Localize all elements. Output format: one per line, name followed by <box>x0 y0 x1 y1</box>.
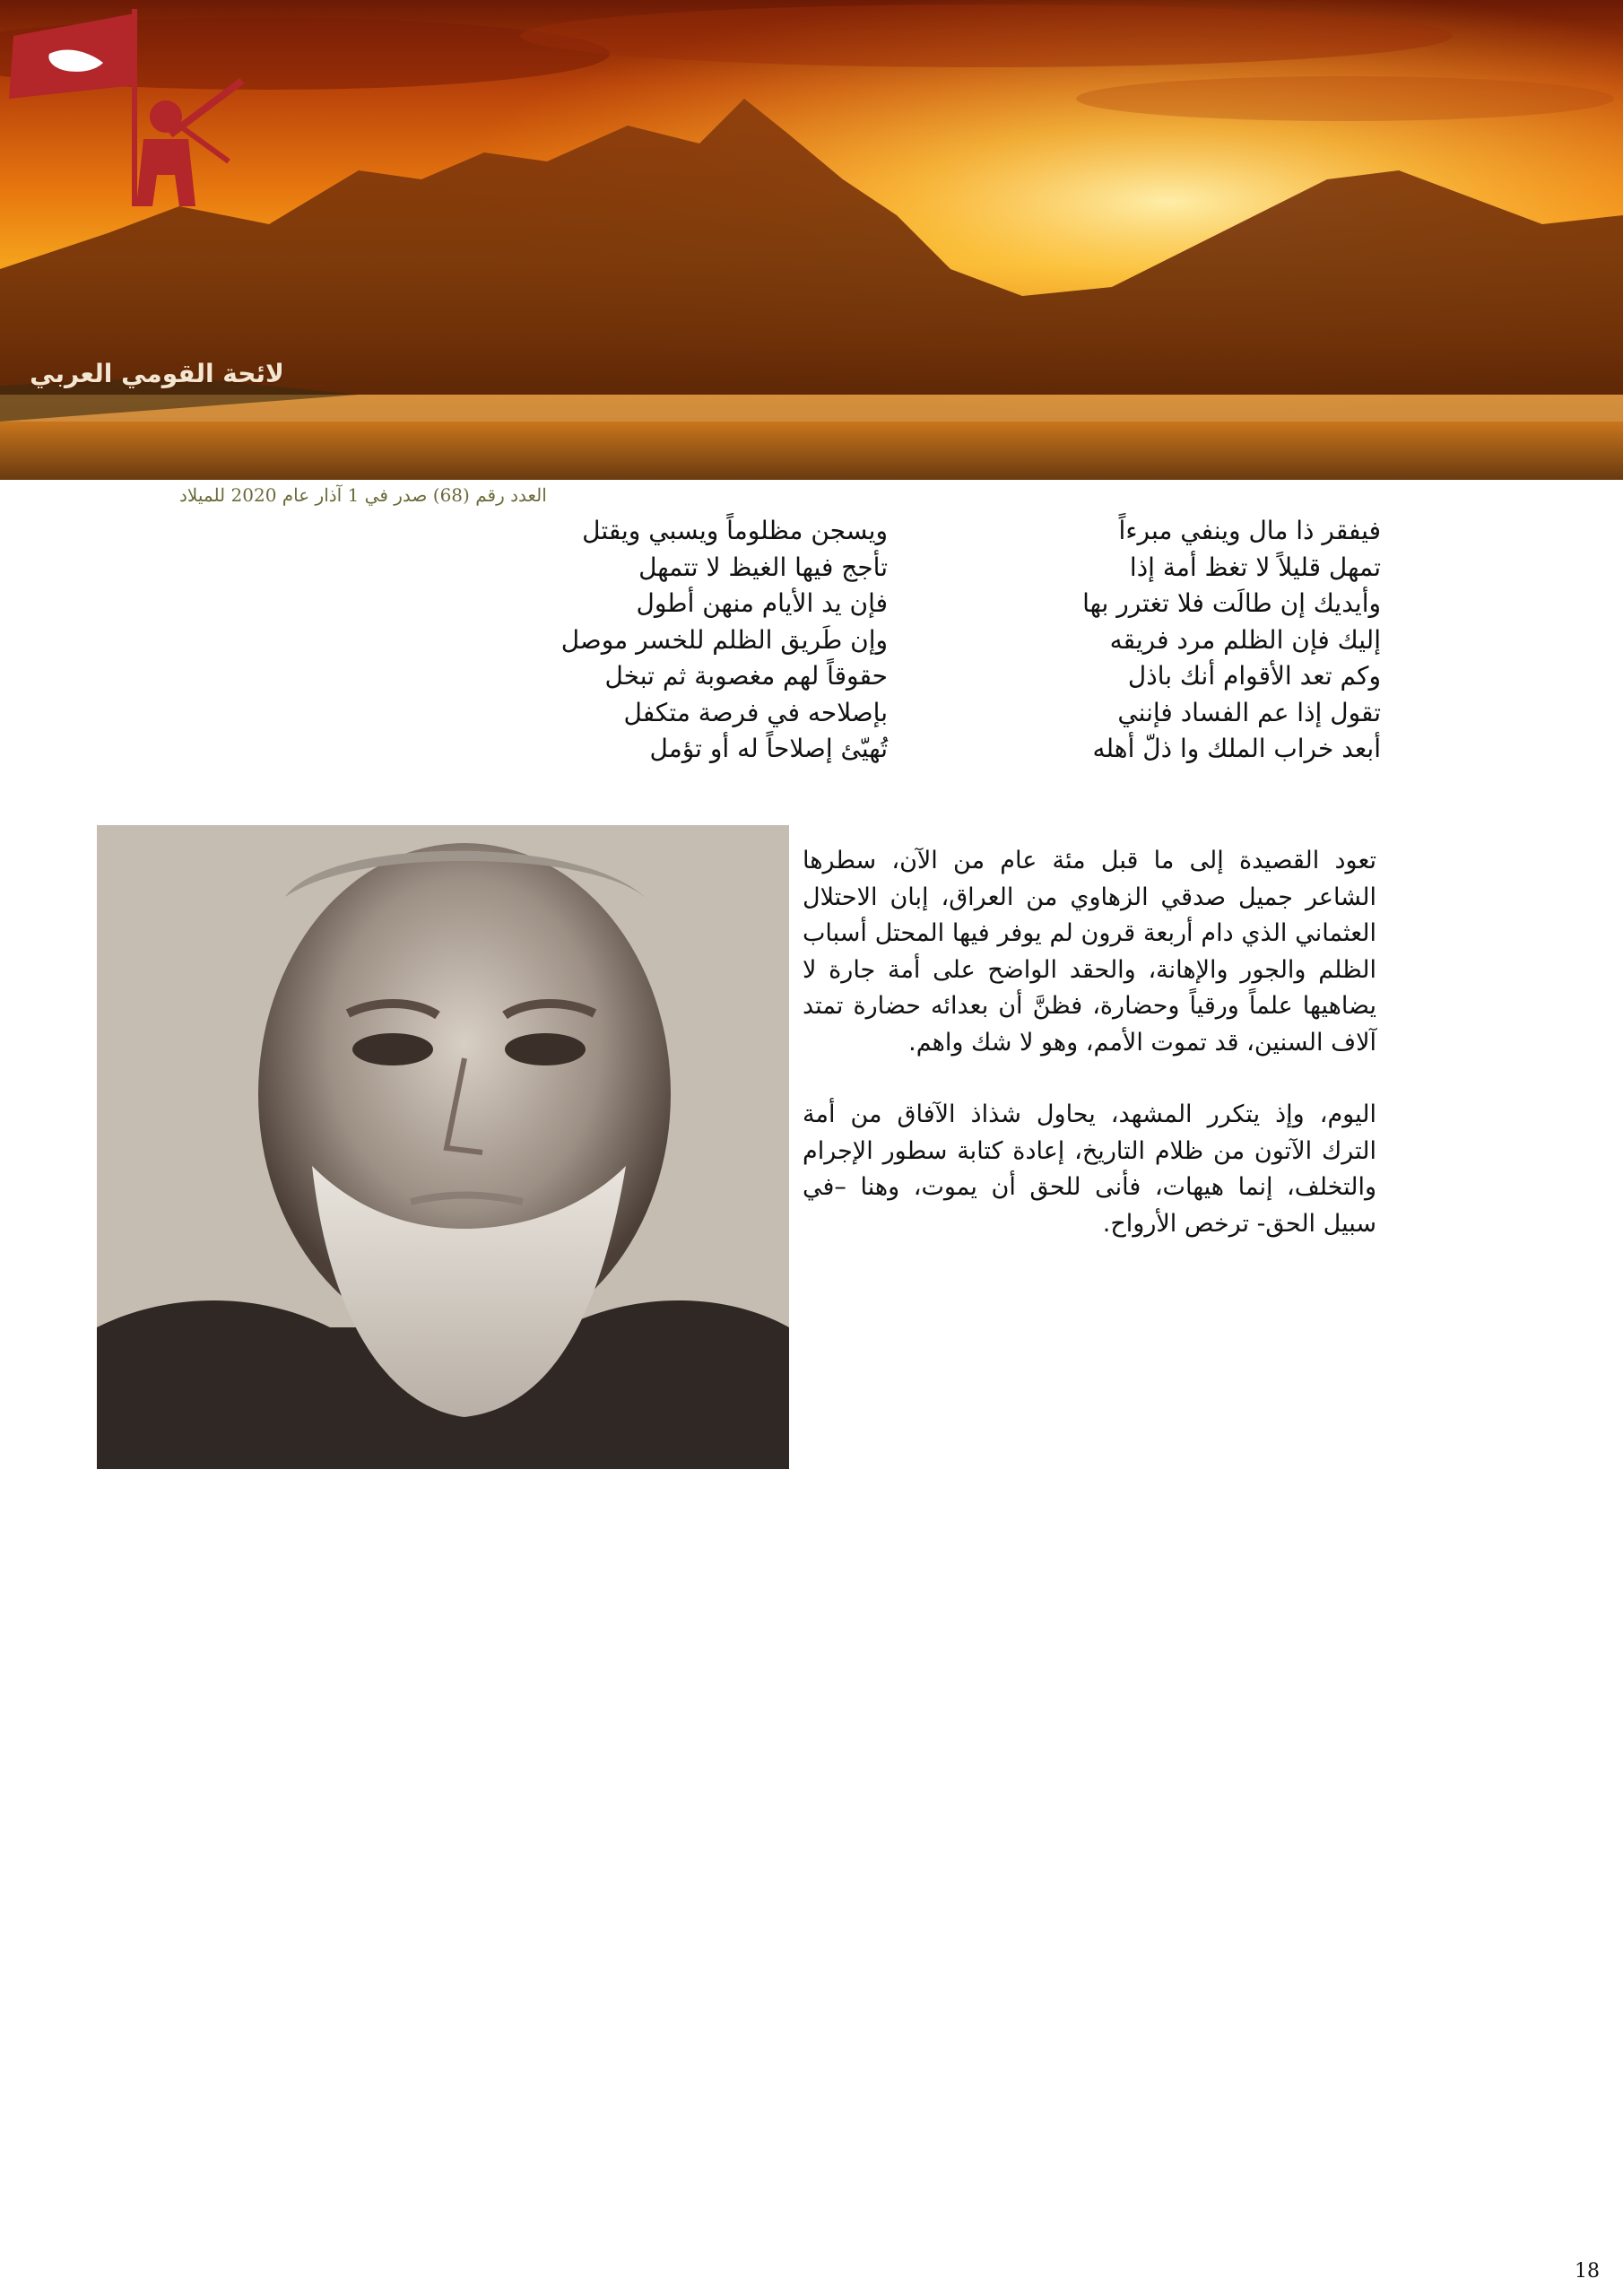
poem-verse: فإن يد الأيام منهن أطول <box>636 588 888 618</box>
header-banner <box>0 0 1623 480</box>
article-paragraph: اليوم، وإذ يتكرر المشهد، يحاول شذاذ الآفاق من أمة الترك الآتون من ظلام التاريخ، إعادة كتابة سطور الإجرام والتخلف، إنما هيهات، فأنى للحق أن يموت، وهنا –في سبيل الحق- ترخص الأرواح. <box>803 1100 1376 1238</box>
poem-right-column <box>950 513 1381 768</box>
poem-left-column <box>421 513 888 768</box>
poem-verse: فيفقر ذا مال وينفي مبرءاً <box>1118 516 1381 545</box>
page-number: 18 <box>1575 2260 1600 2283</box>
poem-verse: وإن طَريق الظلم للخسر موصل <box>560 624 888 655</box>
poem-verse: وكم تعد الأقوام أنك باذل <box>1127 661 1381 691</box>
poem-verse: حقوقاً لهم مغصوبة ثم تبخل <box>604 661 888 691</box>
poem-verse: وأيديك إن طالَت فلا تغترر بها <box>1082 588 1381 618</box>
poem-verse: بإصلاحه في فرصة متكفل <box>623 697 888 727</box>
poem-verse: أبعد خراب الملك وا ذلّ أهله <box>1092 734 1381 763</box>
poem-verse: تقول إذا عم الفساد فإنني <box>1117 697 1381 727</box>
article-body <box>803 843 1376 1278</box>
poem-verse: تمهل قليلاً لا تغظ أمة إذا <box>1129 552 1381 582</box>
logo-icon <box>0 0 269 269</box>
poem-verse: تأجج فيها الغيظ لا تتمهل <box>638 552 888 582</box>
poem-verse: إليك فإن الظلم مرد فريقه <box>1109 624 1381 655</box>
article-paragraph: تعود القصيدة إلى ما قبل مئة عام من الآن، سطرها الشاعر جميل صدقي الزهاوي من العراق، إبان الاحتلال العثماني الذي دام أربعة قرون لم يوفر فيها المحتل أسباب الظلم والجور والإهانة، والحقد الواضح على أمة جارة لا يضاهيها علماً ورقياً وحضارة، فظنَّ أن بعدائه حضارة تمتد آلاف السنين، قد تموت الأمم، وهو لا شك واهم. <box>803 847 1376 1057</box>
poem-verse: تُهيّئ إصلاحاً له أو تؤمل <box>649 734 888 763</box>
poem-verse: ويسجن مظلوماً ويسبي ويقتل <box>582 516 888 545</box>
poet-portrait-image <box>97 825 789 1469</box>
issue-line: العدد رقم (68) صدر في 1 آذار عام 2020 للميلاد <box>179 484 547 506</box>
logo-text: لائحة القومي العربي <box>30 359 284 388</box>
